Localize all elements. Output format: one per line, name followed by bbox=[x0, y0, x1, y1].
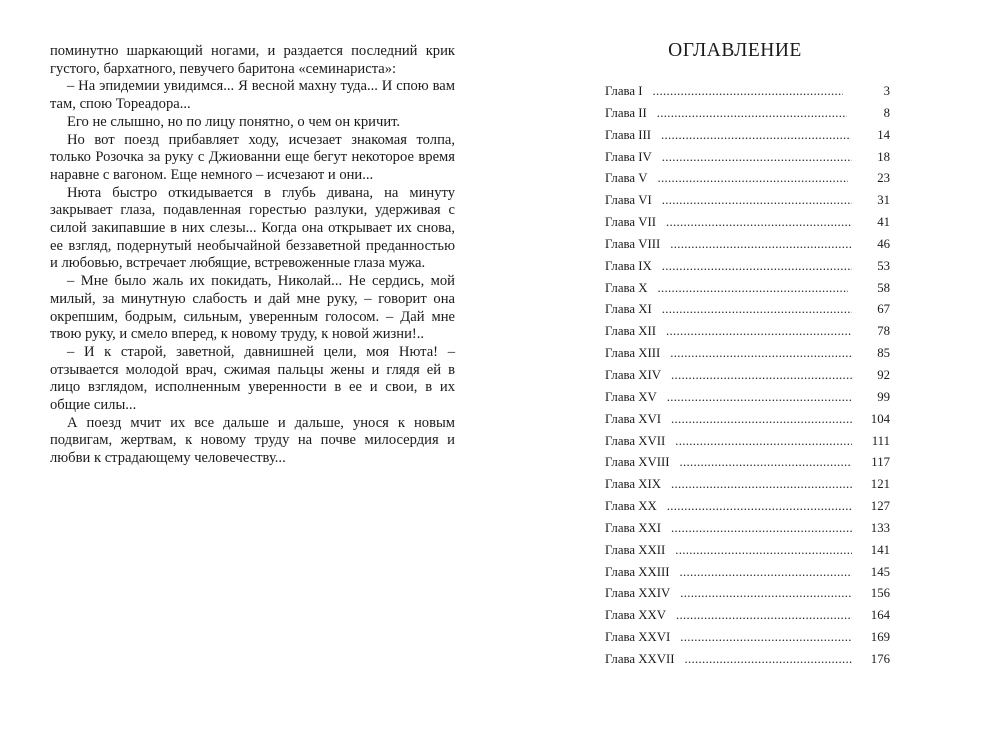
toc-leader-dots bbox=[680, 455, 852, 470]
toc-entry bbox=[599, 237, 890, 259]
toc-entry-page: 156 bbox=[870, 586, 890, 601]
paragraph: Его не слышно, но по лицу понятно, о чем он кричит. bbox=[67, 113, 401, 130]
toc-entry-page: 127 bbox=[870, 499, 890, 514]
toc-entry-label: Глава XVII bbox=[605, 433, 666, 448]
toc-entry-page: 46 bbox=[877, 236, 890, 251]
toc-entry-page: 111 bbox=[871, 433, 890, 448]
toc-entry bbox=[599, 171, 890, 193]
toc-entry-label: Глава XIX bbox=[605, 477, 661, 492]
toc-entry-label: Глава IV bbox=[605, 149, 652, 164]
toc-entry-label: Глава IX bbox=[605, 258, 652, 273]
toc-entry-page: 176 bbox=[870, 651, 890, 666]
toc-entry-page: 53 bbox=[877, 258, 890, 273]
left-page-text bbox=[50, 43, 455, 468]
toc-entry-label: Глава XXVI bbox=[605, 630, 671, 645]
toc-entry bbox=[599, 150, 890, 172]
toc-entry-label: Глава III bbox=[605, 127, 652, 142]
toc-leader-dots bbox=[662, 259, 852, 274]
toc-entry-label: Глава I bbox=[605, 84, 643, 98]
toc-leader-dots bbox=[661, 128, 851, 143]
toc-entry bbox=[599, 586, 890, 608]
toc-entry-label: Глава X bbox=[605, 280, 648, 295]
toc-entry bbox=[599, 281, 890, 303]
toc-entry-page: 133 bbox=[870, 520, 890, 535]
paragraph: – И к старой, заветной, давнишней цели, моя Нюта! – отзывается молодой врач, сжимая пальцы жены и глядя ей в лицо взглядом, исполненным уверенности в ее и свои, в их общие силы... bbox=[50, 343, 455, 414]
toc-entry-page: 67 bbox=[877, 302, 890, 317]
toc-entry-label: Глава XXIV bbox=[605, 586, 671, 601]
paragraph: – На эпидемии увидимся... Я весной махну туда... И спою вам там, спою Тореадора... bbox=[50, 78, 455, 113]
toc-entry bbox=[599, 368, 890, 390]
paragraph: Но вот поезд прибавляет ходу, исчезает знакомая толпа, только Розочка за руку с Джиованни еще бегут некоторое время наравне с вагоном. Еще немного – исчезают и они... bbox=[50, 131, 455, 183]
toc-entry-page: 164 bbox=[870, 608, 890, 623]
toc-entry bbox=[599, 565, 890, 587]
toc-entry-label: Глава XVIII bbox=[605, 455, 670, 470]
toc-entry-label: Глава XIV bbox=[605, 367, 661, 382]
toc-entry-label: Глава V bbox=[605, 171, 648, 186]
toc-leader-dots bbox=[675, 543, 852, 558]
toc-leader-dots bbox=[671, 477, 852, 492]
toc-entry-label: Глава XXII bbox=[605, 542, 666, 557]
toc-entry-label: Глава XIII bbox=[605, 346, 661, 361]
toc-leader-dots bbox=[666, 324, 852, 339]
toc-leader-dots bbox=[680, 565, 852, 580]
toc-entry bbox=[599, 259, 890, 281]
toc-leader-dots bbox=[662, 193, 852, 208]
toc-leader-dots bbox=[653, 84, 843, 99]
toc-entry-page: 92 bbox=[877, 367, 890, 382]
toc-entry-page: 23 bbox=[877, 171, 890, 186]
toc-entry-page: 99 bbox=[877, 389, 890, 404]
toc-entry-page: 14 bbox=[877, 127, 890, 142]
paragraph: поминутно шаркающий ногами, и раздается последний крик густого, бархатного, певучего баритона «семинариста»: bbox=[50, 43, 455, 77]
toc-entry bbox=[599, 215, 890, 237]
toc-entry-page: 18 bbox=[877, 149, 890, 164]
toc-entry-page: 78 bbox=[877, 324, 890, 339]
toc-entry bbox=[599, 652, 890, 674]
toc-entry bbox=[599, 521, 890, 543]
toc-leader-dots bbox=[658, 281, 848, 296]
table-of-contents bbox=[599, 40, 890, 674]
toc-leader-dots bbox=[680, 586, 852, 601]
paragraph: – Мне было жаль их покидать, Николай... Не сердись, мой милый, за минутную слабость и дай мне руку, – говорит она окрепшим, бодрым, сильным, уверенным голосом. – Дай мне твою руку, и смело вперед, к новому труду, к новой жизни!.. bbox=[50, 273, 455, 343]
toc-list bbox=[599, 84, 890, 674]
toc-entry-label: Глава XII bbox=[605, 324, 657, 339]
toc-entry bbox=[599, 84, 890, 106]
toc-entry-label: Глава XVI bbox=[605, 411, 661, 426]
toc-entry-page: 145 bbox=[870, 564, 890, 579]
toc-entry-page: 41 bbox=[877, 215, 890, 230]
toc-entry-page: 121 bbox=[870, 477, 890, 492]
toc-entry-label: Глава XXV bbox=[605, 608, 666, 623]
toc-entry-page: 85 bbox=[877, 346, 890, 361]
toc-leader-dots bbox=[657, 106, 847, 121]
toc-entry-label: Глава VIII bbox=[605, 236, 661, 251]
toc-entry-label: Глава XI bbox=[605, 302, 652, 317]
toc-entry-page: 141 bbox=[870, 542, 890, 557]
toc-entry bbox=[599, 106, 890, 128]
toc-entry-page: 31 bbox=[877, 193, 890, 208]
toc-entry-label: Глава XXI bbox=[605, 520, 661, 535]
toc-entry bbox=[599, 412, 890, 434]
toc-leader-dots bbox=[666, 215, 852, 230]
toc-leader-dots bbox=[670, 237, 852, 252]
toc-entry bbox=[599, 302, 890, 324]
toc-leader-dots bbox=[675, 434, 852, 449]
toc-entry-label: Глава VI bbox=[605, 193, 652, 208]
toc-entry-page: 104 bbox=[870, 411, 890, 426]
toc-entry-label: Глава XXIII bbox=[605, 564, 670, 579]
toc-entry-page: 58 bbox=[877, 280, 890, 295]
toc-leader-dots bbox=[662, 150, 852, 165]
toc-entry bbox=[599, 477, 890, 499]
toc-leader-dots bbox=[685, 652, 852, 667]
toc-leader-dots bbox=[671, 412, 852, 427]
toc-leader-dots bbox=[671, 368, 852, 383]
toc-entry-page: 8 bbox=[883, 105, 890, 120]
toc-entry-page: 169 bbox=[870, 630, 890, 645]
toc-entry bbox=[599, 499, 890, 521]
toc-leader-dots bbox=[667, 499, 852, 514]
paragraph: А поезд мчит их все дальше и дальше, унося к новым подвигам, жертвам, к новому труду на почве милосердия и любви к страдающему человечеству... bbox=[50, 414, 455, 467]
toc-entry bbox=[599, 128, 890, 150]
paragraph: Нюта быстро откидывается в глубь дивана, на минуту закрывает глаза, подавленная горестью разлуки, удерживая с силой закипавшие в них слезы... Когда она открывает их снова, ее взгляд, подернутый необычайной беззаветной преданностью и любовью, встречает любящие, встревоженные глаза мужа. bbox=[50, 184, 455, 272]
toc-entry-label: Глава II bbox=[605, 105, 647, 120]
toc-entry bbox=[599, 193, 890, 215]
toc-entry-label: Глава VII bbox=[605, 215, 657, 230]
toc-entry bbox=[599, 543, 890, 565]
toc-entry bbox=[599, 434, 890, 456]
toc-entry-page: 3 bbox=[883, 84, 890, 98]
toc-entry-label: Глава XX bbox=[605, 499, 657, 514]
toc-leader-dots bbox=[680, 630, 852, 645]
toc-entry bbox=[599, 390, 890, 412]
toc-entry-label: Глава XV bbox=[605, 389, 657, 404]
toc-entry bbox=[599, 608, 890, 630]
toc-entry bbox=[599, 346, 890, 368]
toc-entry bbox=[599, 455, 890, 477]
toc-leader-dots bbox=[667, 390, 852, 405]
toc-leader-dots bbox=[662, 302, 852, 317]
toc-leader-dots bbox=[658, 171, 848, 186]
toc-leader-dots bbox=[670, 346, 852, 361]
toc-entry bbox=[599, 630, 890, 652]
toc-entry-label: Глава XXVII bbox=[605, 651, 675, 666]
toc-entry bbox=[599, 324, 890, 346]
toc-entry-page: 117 bbox=[871, 455, 890, 470]
toc-title: ОГЛАВЛЕНИЕ bbox=[668, 40, 802, 61]
toc-leader-dots bbox=[671, 521, 852, 536]
toc-leader-dots bbox=[676, 608, 852, 623]
